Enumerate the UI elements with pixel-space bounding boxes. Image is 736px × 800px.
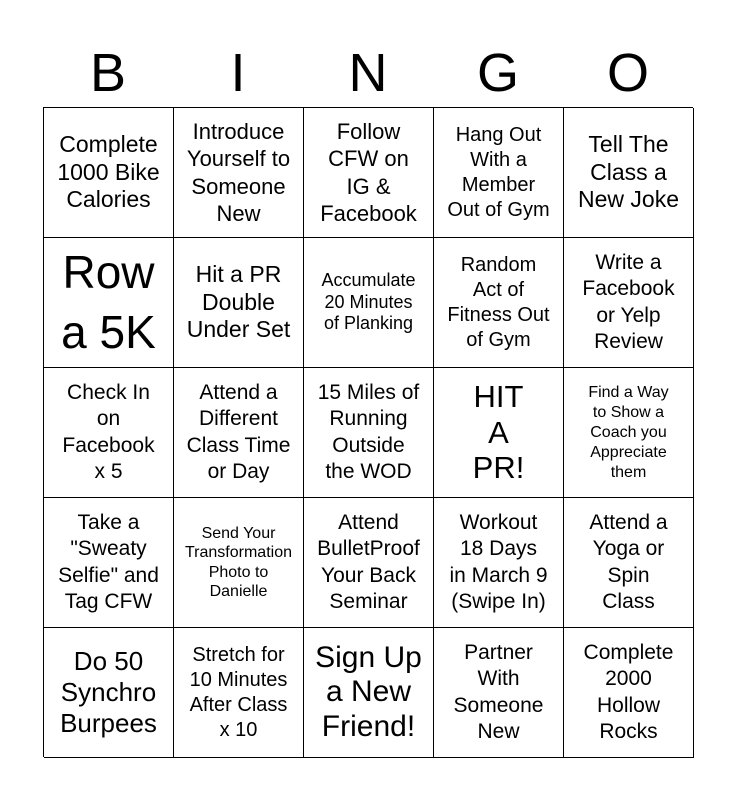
bingo-cell[interactable]: Sign Up a New Friend! [304, 628, 434, 758]
bingo-cell[interactable]: Hang Out With a Member Out of Gym [434, 108, 564, 238]
bingo-cell[interactable]: Stretch for 10 Minutes After Class x 10 [174, 628, 304, 758]
bingo-cell[interactable]: Send Your Transformation Photo to Danielle [174, 498, 304, 628]
bingo-cell[interactable]: Complete 1000 Bike Calories [44, 108, 174, 238]
bingo-header [43, 40, 693, 106]
bingo-cell[interactable]: Hit a PR Double Under Set [174, 238, 304, 368]
bingo-grid [43, 107, 693, 757]
bingo-cell[interactable]: Partner With Someone New [434, 628, 564, 758]
bingo-cell[interactable]: Random Act of Fitness Out of Gym [434, 238, 564, 368]
header-letter-g: G [476, 43, 519, 103]
bingo-cell[interactable]: Do 50 Synchro Burpees [44, 628, 174, 758]
bingo-cell[interactable]: Introduce Yourself to Someone New [174, 108, 304, 238]
bingo-cell[interactable]: Attend a Yoga or Spin Class [564, 498, 694, 628]
bingo-cell[interactable]: HIT A PR! [434, 368, 564, 498]
bingo-cell[interactable]: Complete 2000 Hollow Rocks [564, 628, 694, 758]
bingo-cell[interactable]: Check In on Facebook x 5 [44, 368, 174, 498]
bingo-cell[interactable]: 15 Miles of Running Outside the WOD [304, 368, 434, 498]
bingo-cell[interactable]: Find a Way to Show a Coach you Appreciate them [564, 368, 694, 498]
bingo-cell[interactable]: Tell The Class a New Joke [564, 108, 694, 238]
bingo-cell[interactable]: Attend a Different Class Time or Day [174, 368, 304, 498]
bingo-cell[interactable]: Row a 5K [44, 238, 174, 368]
header-letter-o: O [606, 43, 649, 103]
bingo-cell[interactable]: Take a "Sweaty Selfie" and Tag CFW [44, 498, 174, 628]
bingo-cell[interactable]: Accumulate 20 Minutes of Planking [304, 238, 434, 368]
bingo-cell[interactable]: Write a Facebook or Yelp Review [564, 238, 694, 368]
header-letter-i: I [230, 43, 246, 103]
bingo-cell[interactable]: Follow CFW on IG & Facebook [304, 108, 434, 238]
header-letter-n: N [348, 43, 388, 103]
bingo-cell[interactable]: Workout 18 Days in March 9 (Swipe In) [434, 498, 564, 628]
bingo-cell[interactable]: Attend BulletProof Your Back Seminar [304, 498, 434, 628]
header-letter-b: B [89, 43, 127, 103]
